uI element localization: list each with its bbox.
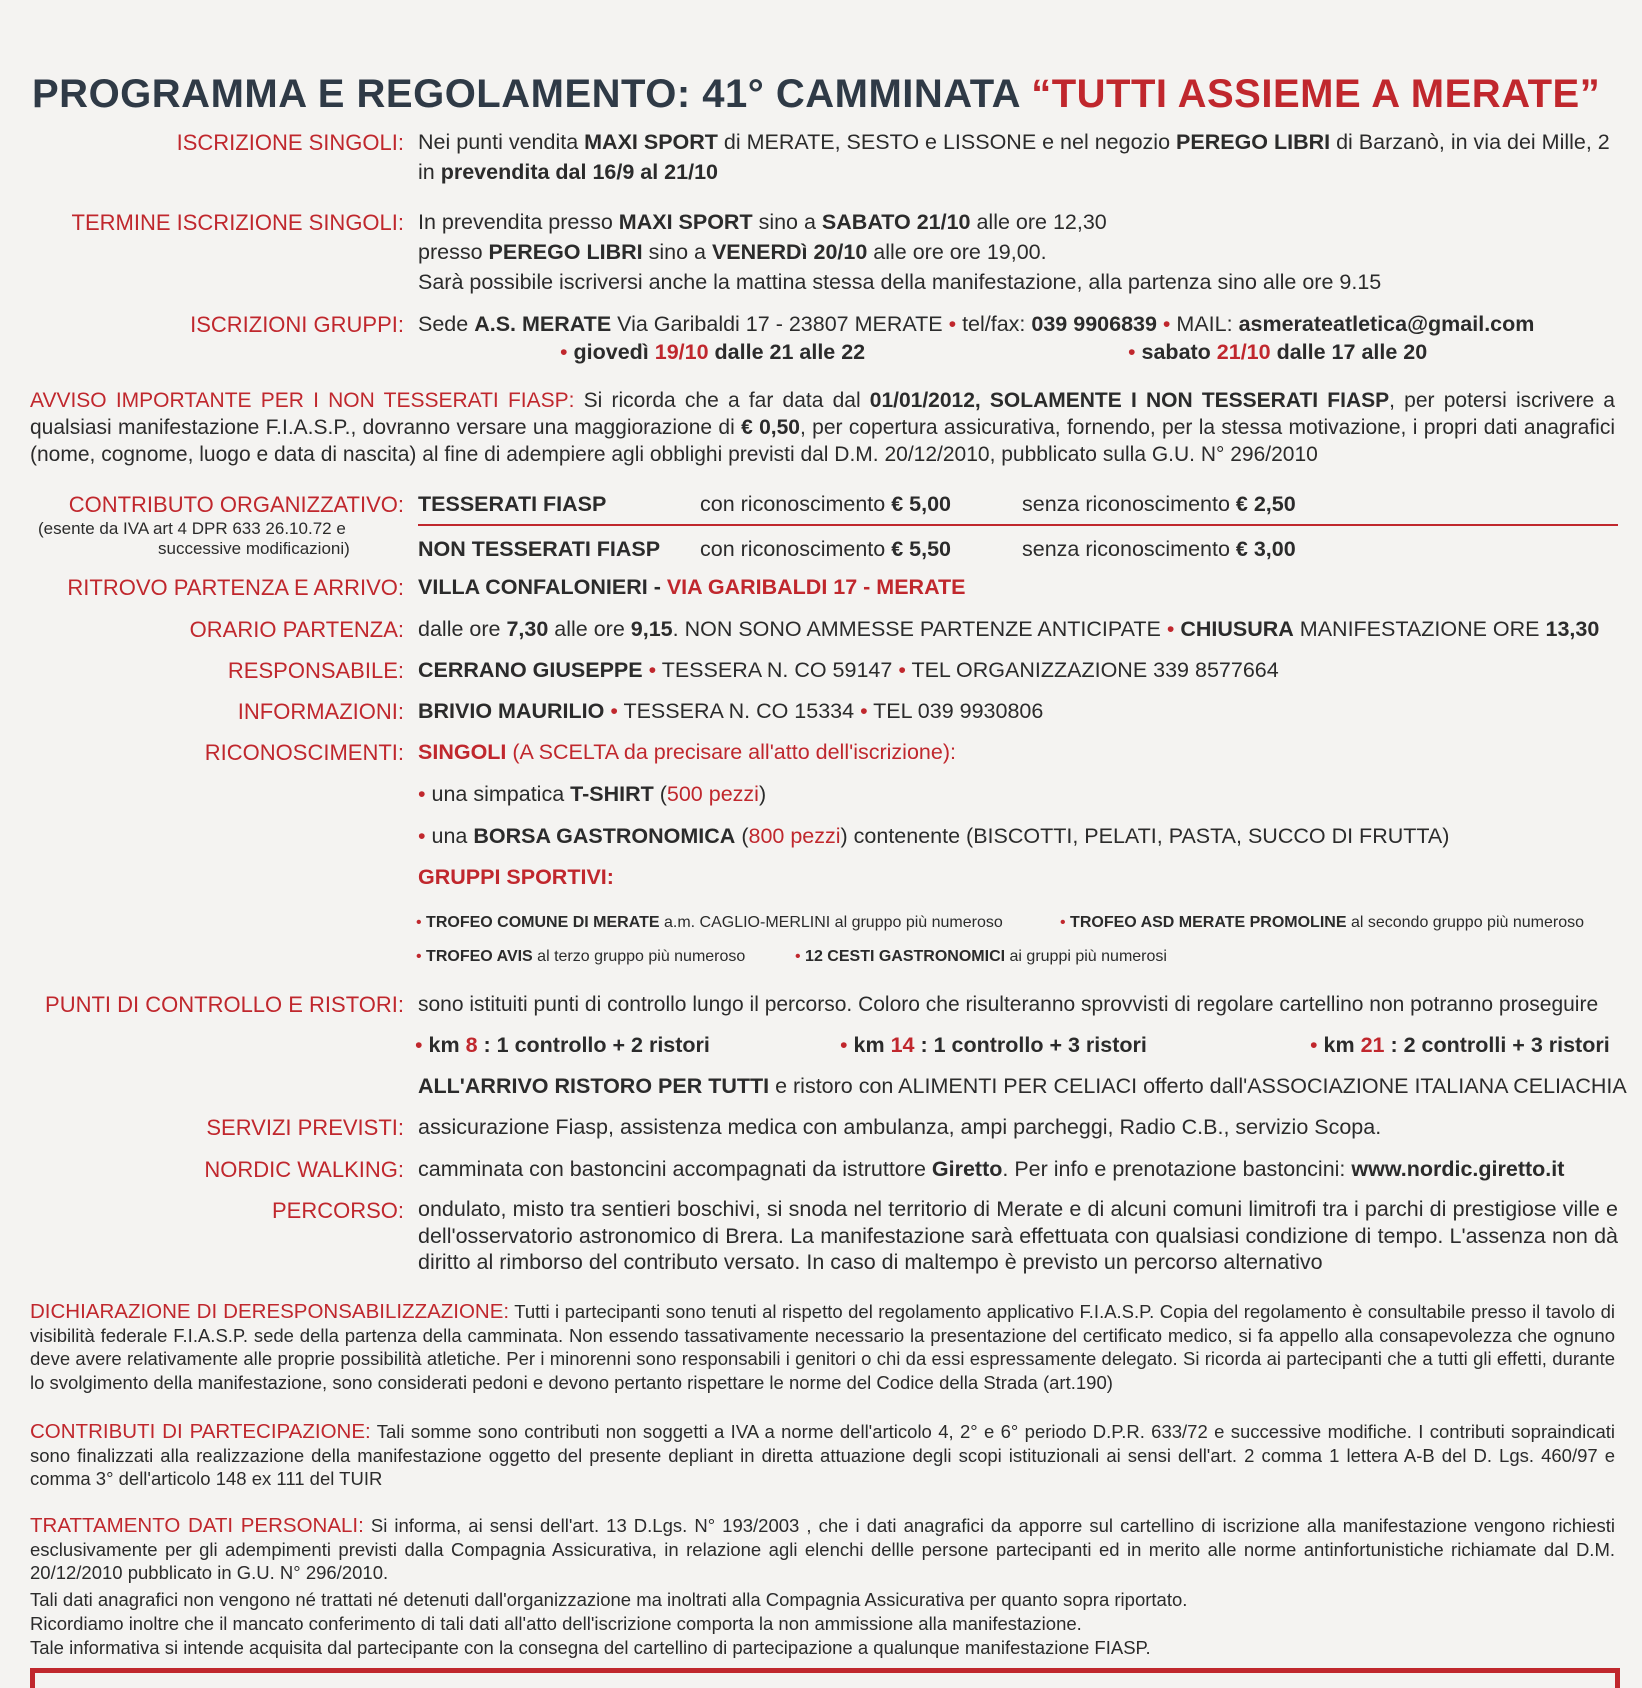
section-label: PUNTI DI CONTROLLO E RISTORI: bbox=[45, 992, 404, 1017]
section-label: RITROVO PARTENZA E ARRIVO: bbox=[67, 575, 404, 600]
section-label: ISCRIZIONE SINGOLI: bbox=[176, 130, 404, 155]
section-label: TERMINE ISCRIZIONE SINGOLI: bbox=[71, 210, 404, 235]
section-contributi: CONTRIBUTI DI PARTECIPAZIONE: Tali somme sono contributi non soggetti a IVA a norme dell'articolo 4, 2° e 6° periodo D.P.R. 633/72 e successive modifiche. I contributi sopraindicati sono finalizzati alla realizzazione della manifestazione oggetto del presente depliant in diretta attuazione degli scopi istituzionali ai sensi dell'art. 2 comma 1 lettera A-B del D. Lgs. 460/97 e comma 3° dell'articolo 148 ex 111 del TUIR bbox=[30, 1420, 1615, 1489]
section-dichiarazione: DICHIARAZIONE DI DERESPONSABILIZZAZIONE: Tutti i partecipanti sono tenuti al rispetto del regolamento applicativo F.I.A.S.P. Copia del regolamento è consultabile presso il tavolo di visibilità federale F.I.A.S.P. sede della partenza della camminata. Non essendo tassativamente necessario la presentazione del certificato medico, si fa appello alla consapevolezza che ognuno deve avere relativamente alle proprie possibilità atletiche. Per i minorenni sono responsabili i genitori o chi da essi espressamente delegato. Si ricorda ai partecipanti che a tutti gli effetti, durante lo svolgimento della manifestazione, sono considerati pedoni e devono pertanto rispettare le norme del Codice della Strada (art.190) bbox=[30, 1300, 1615, 1393]
flyer-page: PROGRAMMA E REGOLAMENTO: 41° CAMMINATA “TUTTI ASSIEME A MERATE” ISCRIZIONE SINGOLI: Nei punti vendita MAXI SPORT di MERATE, SESTO e LISSONE e nel negozio PEREGO LIBRI di Barzanò, in via dei Mille, 2 in prevendita dal 16/9 al 21/10 TERMINE ISCRIZIONE SINGOLI: In prevendita presso MAXI SPORT sino a SABATO 21/10 alle ore 12,30 presso PEREGO LIBRI sino a VENERDì 20/10 alle ore ore 19,00. Sarà possibile iscriversi anche la mattina stessa della manifestazione, alla partenza sino alle ore 9.15 ISCRIZIONI GRUPPI: Sede A.S. MERATE Via Garibaldi 17 - 23807 MERATE • tel/fax: 039 9906839 • MAIL: asmerateatletica@gmail.com • giovedì 19/10 dalle 21 alle 22 • sabato 21/10 dalle 17 alle 20 AVVISO IMPORTANTE PER I NON TESSERATI FIASP: Si ricorda che a far data dal 01/01/2012, SOLAMENTE I NON TESSERATI FIASP, per potersi iscrivere a qualsiasi manifestazione F.I.A.S.P., dovranno versare una maggiorazione di € 0,50, per copertura assicurativa, fornendo, per la stessa motivazione, i propri dati anagrafici (nome, cognome, luogo e data di nascita) al fine di adempiere agli obblighi previsti dal D.M. 20/12/2010, pubblicato sulla G.U. N° 296/2010 CONTRIBUTO ORGANIZZATIVO: TESSERATI FIASP con riconoscimento € 5,00 senza riconoscimento € 2,50 (esente da IVA art 4 DPR 633 26.10.72 e successive modificazioni) NON TESSERATI FIASP con riconoscimento € 5,50 senza riconoscimento € 3,00 RITROVO PARTENZA E ARRIVO: VILLA CONFALONIERI - VIA GARIBALDI 17 - MERATE ORARIO PARTENZA: dalle ore 7,30 alle ore 9,15. NON SONO AMMESSE PARTENZE ANTICIPATE • CHIUSURA MANIFESTAZIONE ORE 13,30 RESPONSABILE: CERRANO GIUSEPPE • TESSERA N. CO 59147 • TEL ORGANIZZAZIONE 339 8577664 INFORMAZIONI: BRIVIO MAURILIO • TESSERA N. CO 15334 • TEL 039 9930806 RICONOSCIMENTI: SINGOLI (A SCELTA da precisare all'atto dell'iscrizione): • una simpatica T-SHIRT (500 pezzi) • una BORSA GASTRONOMICA (800 pezzi) contenente (BISCOTTI, PELATI, PASTA, SUCCO DI FRUTTA) GRUPPI SPORTIVI: • TROFEO COMUNE DI MERATE a.m. CAGLIO-MERLINI al gruppo più numeroso • TROFEO ASD MERATE PROMOLINE al secondo gruppo più numeroso • TROFEO AVIS al terzo gruppo più numeroso • 12 CESTI GASTRONOMICI ai gruppi più numerosi PUNTI DI CONTROLLO E RISTORI: sono istituiti punti di controllo lungo il percorso. Coloro che risulteranno sprovvisti di regolare cartellino non potranno proseguire • km 8 : 1 controllo + 2 ristori • km 14 : 1 controllo + 3 ristori • km 21 : 2 controlli + 3 ristori ALL'ARRIVO RISTORO PER TUTTI e ristoro con ALIMENTI PER CELIACI offerto dall'ASSOCIAZIONE ITALIANA CELIACHIA SERVIZI PREVISTI: assicurazione Fiasp, assistenza medica con ambulanza, ampi parcheggi, Radio C.B., servizio Scopa. NORDIC WALKING: camminata con bastoncini accompagnati da istruttore Giretto. Per info e prenotazione bastoncini: www.nordic.giretto.it PERCORSO: ondulato, misto tra sentieri boschivi, si snoda nel territorio di Merate e di alcuni comuni limitrofi tra i parchi di prestigiose ville e dell'osservatorio astronomico di Brera. La manifestazione sarà effettuata con qualsiasi condizione di tempo. L'assenza non dà diritto al rimborso del contributo versato. In caso di maltempo è previsto un percorso alternativo DICHIARAZIONE DI DERESPONSABILIZZAZIONE: Tutti i partecipanti sono tenuti al rispetto del regolamento applicativo F.I.A.S.P. Copia del regolamento è consultabile presso il tavolo di visibilità federale F.I.A.S.P. sede della partenza della camminata. Non essendo tassativamente necessario la presentazione del certificato medico, si fa appello alla consapevolezza che ognuno deve avere relativamente alle proprie possibilità atletiche. Per i minorenni sono responsabili i genitori o chi da essi espressamente delegato. Si ricorda ai partecipanti che a tutti gli effetti, durante lo svolgimento della manifestazione, sono considerati pedoni e devono pertanto rispettare le norme del Codice della Strada (art.190) CONTRIBUTI DI PARTECIPAZIONE: Tali somme sono contributi non soggetti a IVA a norme dell'articolo 4, 2° e 6° periodo D.P.R. 633/72 e successive modifiche. I contributi sopraindicati sono finalizzati alla realizzazione della manifestazione oggetto del presente depliant in diretta attuazione degli scopi istituzionali ai sensi dell'art. 2 comma 1 lettera A-B del D. Lgs. 460/97 e comma 3° dell'articolo 148 ex 111 del TUIR TRATTAMENTO DATI PERSONALI: Si informa, ai sensi dell'art. 13 D.Lgs. N° 193/2003 , che i dati anagrafici da apporre sul cartellino di iscrizione alla manifestazione vengono richiesti esclusivamente per gli adempimenti previsti dalla Compagnia Assicurativa, in relazione agli elenchi dellle persone partecipanti ed in merito alle norme antinfortunistiche richiamate dal D.M. 20/12/2010 pubblicato in G.U. N° 296/2010. Tali dati anagrafici non vengono né trattati né detenuti dall'organizzazione ma inoltrati alla Compagnia Assicurativa per quanto sopra riportato. Ricordiamo inoltre che il mancato conferimento di tali dati all'atto dell'iscrizione comporta la non ammissione alla manifestazione. Tale informativa si intende acquisita dal partecipante con la consegna del cartellino di partecipazione a qualunque manifestazione FIASP. bbox=[0, 0, 1642, 1685]
section-trattamento: TRATTAMENTO DATI PERSONALI: Si informa, ai sensi dell'art. 13 D.Lgs. N° 193/2003 , che i dati anagrafici da apporre sul cartellino di iscrizione alla manifestazione vengono richiesti esclusivamente per gli adempimenti previsti dalla Compagnia Assicurativa, in relazione agli elenchi dellle persone partecipanti ed in merito alle norme antinfortunistiche richiamate dal D.M. 20/12/2010 pubblicato in G.U. N° 296/2010. bbox=[30, 1514, 1615, 1583]
section-label: ISCRIZIONI GRUPPI: bbox=[190, 312, 404, 337]
section-label: NORDIC WALKING: bbox=[204, 1157, 404, 1182]
divider bbox=[418, 524, 1618, 526]
section-label: ORARIO PARTENZA: bbox=[189, 617, 404, 642]
section-label: RESPONSABILE: bbox=[227, 658, 404, 683]
section-label: RICONOSCIMENTI: bbox=[204, 740, 404, 765]
section-label: CONTRIBUTO ORGANIZZATIVO: bbox=[68, 492, 404, 517]
gruppi-sportivi-heading: GRUPPI SPORTIVI: bbox=[418, 865, 614, 889]
bottom-frame bbox=[30, 1668, 1620, 1688]
section-value: Nei punti vendita MAXI SPORT di MERATE, SESTO e LISSONE e nel negozio PEREGO LIBRI di Barzanò, in via dei Mille, 2 bbox=[418, 130, 1610, 154]
page-title: PROGRAMMA E REGOLAMENTO: 41° CAMMINATA “TUTTI ASSIEME A MERATE” bbox=[32, 72, 1601, 116]
section-label: INFORMAZIONI: bbox=[237, 699, 404, 724]
section-label: SERVIZI PREVISTI: bbox=[206, 1115, 404, 1140]
section-avviso: AVVISO IMPORTANTE PER I NON TESSERATI FIASP: Si ricorda che a far data dal 01/01/2012, SOLAMENTE I NON TESSERATI FIASP, per potersi iscrivere a qualsiasi manifestazione F.I.A.S.P., dovranno versare una maggiorazione di € 0,50, per copertura assicurativa, fornendo, per la stessa motivazione, i propri dati anagrafici (nome, cognome, luogo e data di nascita) al fine di adempiere agli obblighi previsti dal D.M. 20/12/2010, pubblicato sulla G.U. N° 296/2010 bbox=[30, 389, 1615, 466]
section-label: PERCORSO: bbox=[271, 1198, 404, 1223]
contributo-note: (esente da IVA art 4 DPR 633 26.10.72 e bbox=[38, 519, 346, 538]
